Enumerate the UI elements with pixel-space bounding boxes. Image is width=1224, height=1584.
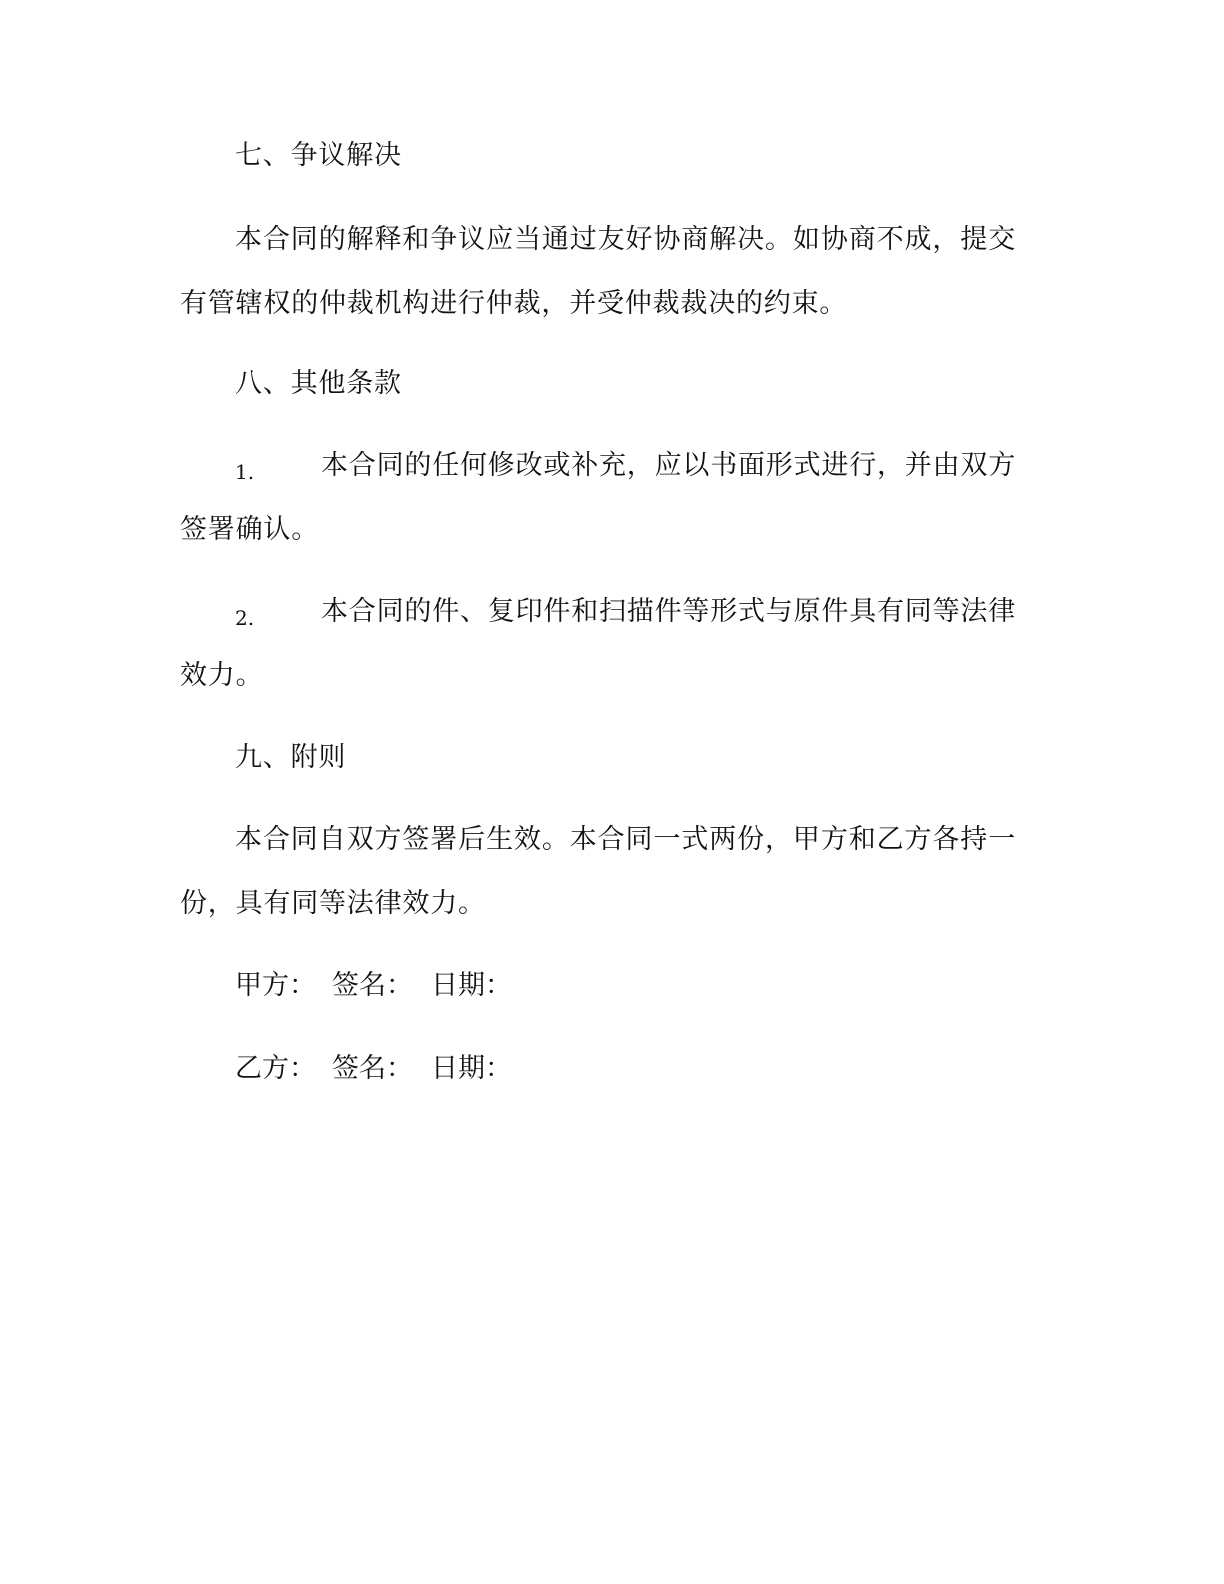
list-item-number: 2.	[235, 606, 255, 630]
list-item-number: 1.	[235, 460, 255, 484]
section-heading-supplementary: 九、附则	[235, 742, 347, 773]
supplementary-paragraph-line-1: 本合同自双方签署后生效。本合同一式两份，甲方和乙方各持一	[235, 824, 1016, 855]
date-label: 日期：	[431, 1053, 512, 1084]
section-heading-dispute-resolution: 七、争议解决	[235, 140, 402, 171]
supplementary-paragraph-line-2: 份，具有同等法律效力。	[180, 888, 486, 919]
party-label: 乙方：	[235, 1053, 316, 1084]
signature-label: 签名：	[332, 1053, 413, 1084]
party-label: 甲方：	[235, 970, 316, 1001]
dispute-paragraph-line-2: 有管辖权的仲裁机构进行仲裁，并受仲裁裁决的约束。	[180, 288, 848, 319]
date-label: 日期：	[431, 970, 512, 1001]
list-item-1-line-2: 签署确认。	[180, 514, 319, 545]
list-item-2-line-1: 本合同的件、复印件和扫描件等形式与原件具有同等法律	[321, 596, 1016, 627]
signature-label: 签名：	[332, 970, 413, 1001]
list-item-1-line-1: 本合同的任何修改或补充，应以书面形式进行，并由双方	[321, 450, 1016, 481]
list-item-2-line-2: 效力。	[180, 660, 264, 691]
section-heading-other-terms: 八、其他条款	[235, 368, 402, 399]
dispute-paragraph-line-1: 本合同的解释和争议应当通过友好协商解决。如协商不成，提交	[235, 224, 1016, 255]
